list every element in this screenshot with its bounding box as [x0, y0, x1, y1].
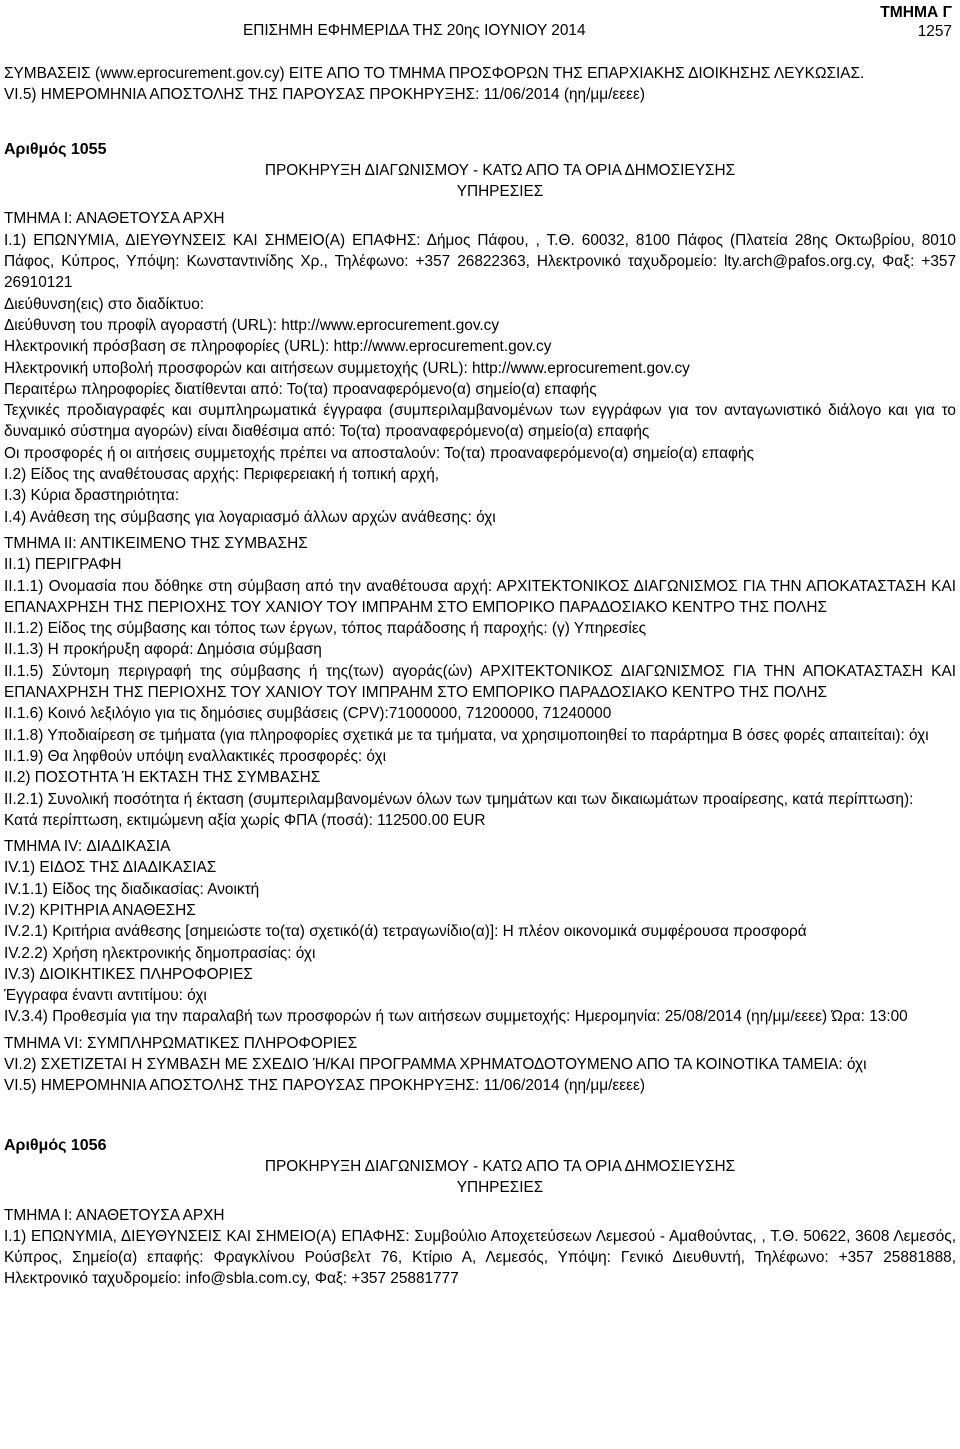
intro-line-1: ΣΥΜΒΑΣΕΙΣ (www.eprocurement.gov.cy) ΕΙΤΕ ΑΠΟ ΤΟ ΤΜΗΜΑ ΠΡΟΣΦΟΡΩΝ ΤΗΣ ΕΠΑΡΧΙΑΚΗΣ ΔΙΟΙΚΗΣΗΣ ΛΕΥΚΩΣΙΑΣ. — [4, 65, 865, 82]
text-line: ΙΙ.1.2) Είδος της σύμβασης και τόπος των έργων, τόπος παράδοσης ή παροχής: (γ) Υπηρεσίες — [4, 620, 647, 638]
notice-number: Αριθμός 1055 — [4, 140, 107, 158]
text-line: ΙΙ.1.6) Κοινό λεξιλόγιο για τις δημόσιες συμβάσεις (CPV):71000000, 71200000, 71240000 — [4, 705, 612, 723]
deadline-paragraph: IV.3.4) Προθεσμία για την παραλαβή των προσφορών ή των αιτήσεων συμμετοχής: Ημερομηνία: 25/08/2014 (ηη/μμ/εεεε) Ώρα: 13:00 — [4, 1008, 908, 1026]
notice-subtitle: ΥΠΗΡΕΣΙΕΣ — [456, 183, 544, 201]
text-paragraph: ΙΙ.1.1) Ονομασία που δόθηκε στη σύμβαση από την αναθέτουσα αρχή: ΑΡΧΙΤΕΚΤΟΝΙΚΟΣ ΔΙΑΓΩΝΙΣΜΟΣ ΓΙΑ ΤΗΝ ΑΠΟΚΑΤΑΣΤΑΣΗ ΚΑΙ ΕΠΑΝΑΧΡΗΣΗ ΤΗΣ ΠΕΡΙΟΧΗΣ ΤΟΥ ΧΑΝΙΟΥ ΤΟΥ ΙΜΠΡΑΗΜ ΣΤΟ ΕΜΠΟΡΙΚΟ ΠΑΡΑΔΟΣΙΑΚΟ ΚΕΝΤΡΟ ΤΗΣ ΠΟΛΗΣ — [4, 577, 956, 616]
submission-url: Ηλεκτρονική υποβολή προσφορών και αιτήσεων συμμετοχής (URL): http://www.eprocurement.gov.cy — [4, 359, 690, 377]
intro-line-2: VI.5) ΗΜΕΡΟΜΗΝΙΑ ΑΠΟΣΤΟΛΗΣ ΤΗΣ ΠΑΡΟΥΣΑΣ ΠΡΟΚΗΡΥΞΗΣ: 11/06/2014 (ηη/μμ/εεεε) — [4, 86, 645, 104]
estimated-value: Κατά περίπτωση, εκτιμώμενη αξία χωρίς ΦΠΑ (ποσά): 112500.00 EUR — [4, 811, 486, 829]
text-line: IV.2) ΚΡΙΤΗΡΙΑ ΑΝΑΘΕΣΗΣ — [4, 901, 196, 919]
notice-title: ΠΡΟΚΗΡΥΞΗ ΔΙΑΓΩΝΙΣΜΟΥ - ΚΑΤΩ ΑΠΟ ΤΑ ΟΡΙΑ ΔΗΜΟΣΙΕΥΣΗΣ — [264, 1157, 736, 1175]
text-line: Έγγραφα έναντι αντιτίμου: όχι — [4, 987, 207, 1005]
text-line: Ι.2) Είδος της αναθέτουσας αρχής: Περιφερειακή ή τοπική αρχή, — [4, 466, 440, 484]
notice-subtitle: ΥΠΗΡΕΣΙΕΣ — [456, 1179, 544, 1197]
notice-title: ΠΡΟΚΗΡΥΞΗ ΔΙΑΓΩΝΙΣΜΟΥ - ΚΑΤΩ ΑΠΟ ΤΑ ΟΡΙΑ ΔΗΜΟΣΙΕΥΣΗΣ — [264, 161, 736, 179]
text-paragraph: Τεχνικές προδιαγραφές και συμπληρωματικά έγγραφα (συμπεριλαμβανομένων των εγγράφων για τον ανταγωνιστικό διάλογο και για το δυναμικό σύστημα αγορών) είναι διαθέσιμα από: Το(τα) προαναφερόμενο(α) σημείο(α) επαφής — [4, 402, 956, 441]
text-line: ΙΙ.1) ΠΕΡΙΓΡΑΦΗ — [4, 556, 122, 574]
text-paragraph: ΙΙ.2.1) Συνολική ποσότητα ή έκταση (συμπεριλαμβανομένων όλων των τμημάτων και των δικαιωμάτων προαίρεσης, κατά περίπτωση): — [4, 790, 914, 808]
text-line: ΙΙ.1.3) Η προκήρυξη αφορά: Δημόσια σύμβαση — [4, 641, 322, 659]
section-heading: ΤΜΗΜΑ Ι: ΑΝΑΘΕΤΟΥΣΑ ΑΡΧΗ — [4, 210, 225, 228]
text-line: IV.1.1) Είδος της διαδικασίας: Ανοικτή — [4, 880, 260, 898]
text-line: IV.2.1) Κριτήρια ανάθεσης [σημειώστε το(τα) σχετικό(ά) τετραγωνίδιο(α)]: Η πλέον οικονομικά συμφέρουσα προσφορά — [4, 923, 807, 941]
text-line: ΙΙ.1.9) Θα ληφθούν υπόψη εναλλακτικές προσφορές: όχι — [4, 747, 387, 765]
text-line: Ι.3) Κύρια δραστηριότητα: — [4, 487, 180, 505]
contact-paragraph: Ι.1) ΕΠΩΝΥΜΙΑ, ΔΙΕΥΘΥΝΣΕΙΣ ΚΑΙ ΣΗΜΕΙΟ(Α) ΕΠΑΦΗΣ: Δήμος Πάφου, , Τ.Θ. 60032, 8100 Πάφος (Πλατεία 28ης Οκτωβρίου, 8010 Πάφος, Κύπρος, Υπόψη: Κωνσταντινίδης Χρ., Τηλέφωνο: +357 26822363, Ηλεκτρονικό ταχυδρομείο: lty.arch@pafos.org.cy, Φαξ: +357 26910121 — [4, 231, 956, 292]
buyer-profile-url: Διεύθυνση του προφίλ αγοραστή (URL): http://www.eprocurement.gov.cy — [4, 316, 500, 334]
text-line: Περαιτέρω πληροφορίες διατίθενται από: Το(τα) προαναφερόμενο(α) σημείο(α) επαφής — [4, 380, 597, 398]
dispatch-date-line: VI.5) ΗΜΕΡΟΜΗΝΙΑ ΑΠΟΣΤΟΛΗΣ ΤΗΣ ΠΑΡΟΥΣΑΣ ΠΡΟΚΗΡΥΞΗΣ: 11/06/2014 (ηη/μμ/εεεε) — [4, 1077, 645, 1095]
text-paragraph: ΙΙ.1.5) Σύντομη περιγραφή της σύμβασης ή της(των) αγοράς(ών) ΑΡΧΙΤΕΚΤΟΝΙΚΟΣ ΔΙΑΓΩΝΙΣΜΟΣ ΓΙΑ ΤΗΝ ΑΠΟΚΑΤΑΣΤΑΣΗ ΚΑΙ ΕΠΑΝΑΧΡΗΣΗ ΤΗΣ ΠΕΡΙΟΧΗΣ ΤΟΥ ΧΑΝΙΟΥ ΤΟΥ ΙΜΠΡΑΗΜ ΣΤΟ ΕΜΠΟΡΙΚΟ ΠΑΡΑΔΟΣΙΑΚΟ ΚΕΝΤΡΟ ΤΗΣ ΠΟΛΗΣ — [4, 662, 956, 702]
notice-number: Αριθμός 1056 — [4, 1136, 107, 1154]
page-number: 1257 — [917, 23, 952, 40]
contact-paragraph: Ι.1) ΕΠΩΝΥΜΙΑ, ΔΙΕΥΘΥΝΣΕΙΣ ΚΑΙ ΣΗΜΕΙΟ(Α) ΕΠΑΦΗΣ: Συμβούλιο Αποχετεύσεων Λεμεσού - Αμαθούντας, , Τ.Θ. 50622, 3608 Λεμεσός, Κύπρος, Σημείο(α) επαφής: Φραγκλίνου Ρούσβελτ 76, Κτίριο Α, Λεμεσός, Υπόψη: Γενικό Διευθυντή, Τηλέφωνο: +357 25881888, Ηλεκτρονικό ταχυδρομείο: info@sbla.com.cy, Φαξ: +357 25881777 — [4, 1227, 956, 1288]
text-line: IV.2.2) Χρήση ηλεκτρονικής δημοπρασίας: όχι — [4, 944, 316, 962]
page-header — [0, 0, 960, 44]
page-body — [4, 63, 956, 1290]
section-label: ΤΜΗΜΑ Γ — [880, 4, 952, 21]
section-heading: ΤΜΗΜΑ IV: ΔΙΑΔΙΚΑΣΙΑ — [4, 838, 171, 856]
text-line: IV.3) ΔΙΟΙΚΗΤΙΚΕΣ ΠΛΗΡΟΦΟΡΙΕΣ — [4, 965, 253, 983]
gazette-title: ΕΠΙΣΗΜΗ ΕΦΗΜΕΡΙΔΑ ΤΗΣ 20ης ΙΟΥΝΙΟΥ 2014 — [243, 22, 586, 39]
text-line: ΙΙ.2) ΠΟΣΟΤΗΤΑ Ή ΕΚΤΑΣΗ ΤΗΣ ΣΥΜΒΑΣΗΣ — [4, 769, 321, 787]
text-line: IV.1) ΕΙΔΟΣ ΤΗΣ ΔΙΑΔΙΚΑΣΙΑΣ — [4, 859, 217, 877]
text-line: Διεύθυνση(εις) στο διαδίκτυο: — [4, 295, 205, 313]
text-line: Οι προσφορές ή οι αιτήσεις συμμετοχής πρέπει να αποσταλούν: Το(τα) προαναφερόμενο(α) σημείο(α) επαφής — [4, 444, 754, 462]
text-paragraph: ΙΙ.1.8) Υποδιαίρεση σε τμήματα (για πληροφορίες σχετικά με τα τμήματα, να χρησιμοποιηθεί το παράρτημα Β όσες φορές απαιτείται): όχι — [4, 726, 929, 744]
text-line: Ι.4) Ανάθεση της σύμβασης για λογαριασμό άλλων αρχών ανάθεσης: όχι — [4, 508, 496, 526]
section-heading: ΤΜΗΜΑ ΙΙ: ΑΝΤΙΚΕΙΜΕΝΟ ΤΗΣ ΣΥΜΒΑΣΗΣ — [4, 534, 308, 552]
info-access-url: Ηλεκτρονική πρόσβαση σε πληροφορίες (URL): http://www.eprocurement.gov.cy — [4, 338, 552, 356]
text-paragraph: VI.2) ΣΧΕΤΙΖΕΤΑΙ Η ΣΥΜΒΑΣΗ ΜΕ ΣΧΕΔΙΟ Ή/ΚΑΙ ΠΡΟΓΡΑΜΜΑ ΧΡΗΜΑΤΟΔΟΤΟΥΜΕΝΟ ΑΠΟ ΤΑ ΚΟΙΝΟΤΙΚΑ ΤΑΜΕΙΑ: όχι — [4, 1056, 867, 1074]
section-heading: ΤΜΗΜΑ Ι: ΑΝΑΘΕΤΟΥΣΑ ΑΡΧΗ — [4, 1206, 225, 1224]
section-heading: ΤΜΗΜΑ VI: ΣΥΜΠΛΗΡΩΜΑΤΙΚΕΣ ΠΛΗΡΟΦΟΡΙΕΣ — [4, 1034, 358, 1052]
